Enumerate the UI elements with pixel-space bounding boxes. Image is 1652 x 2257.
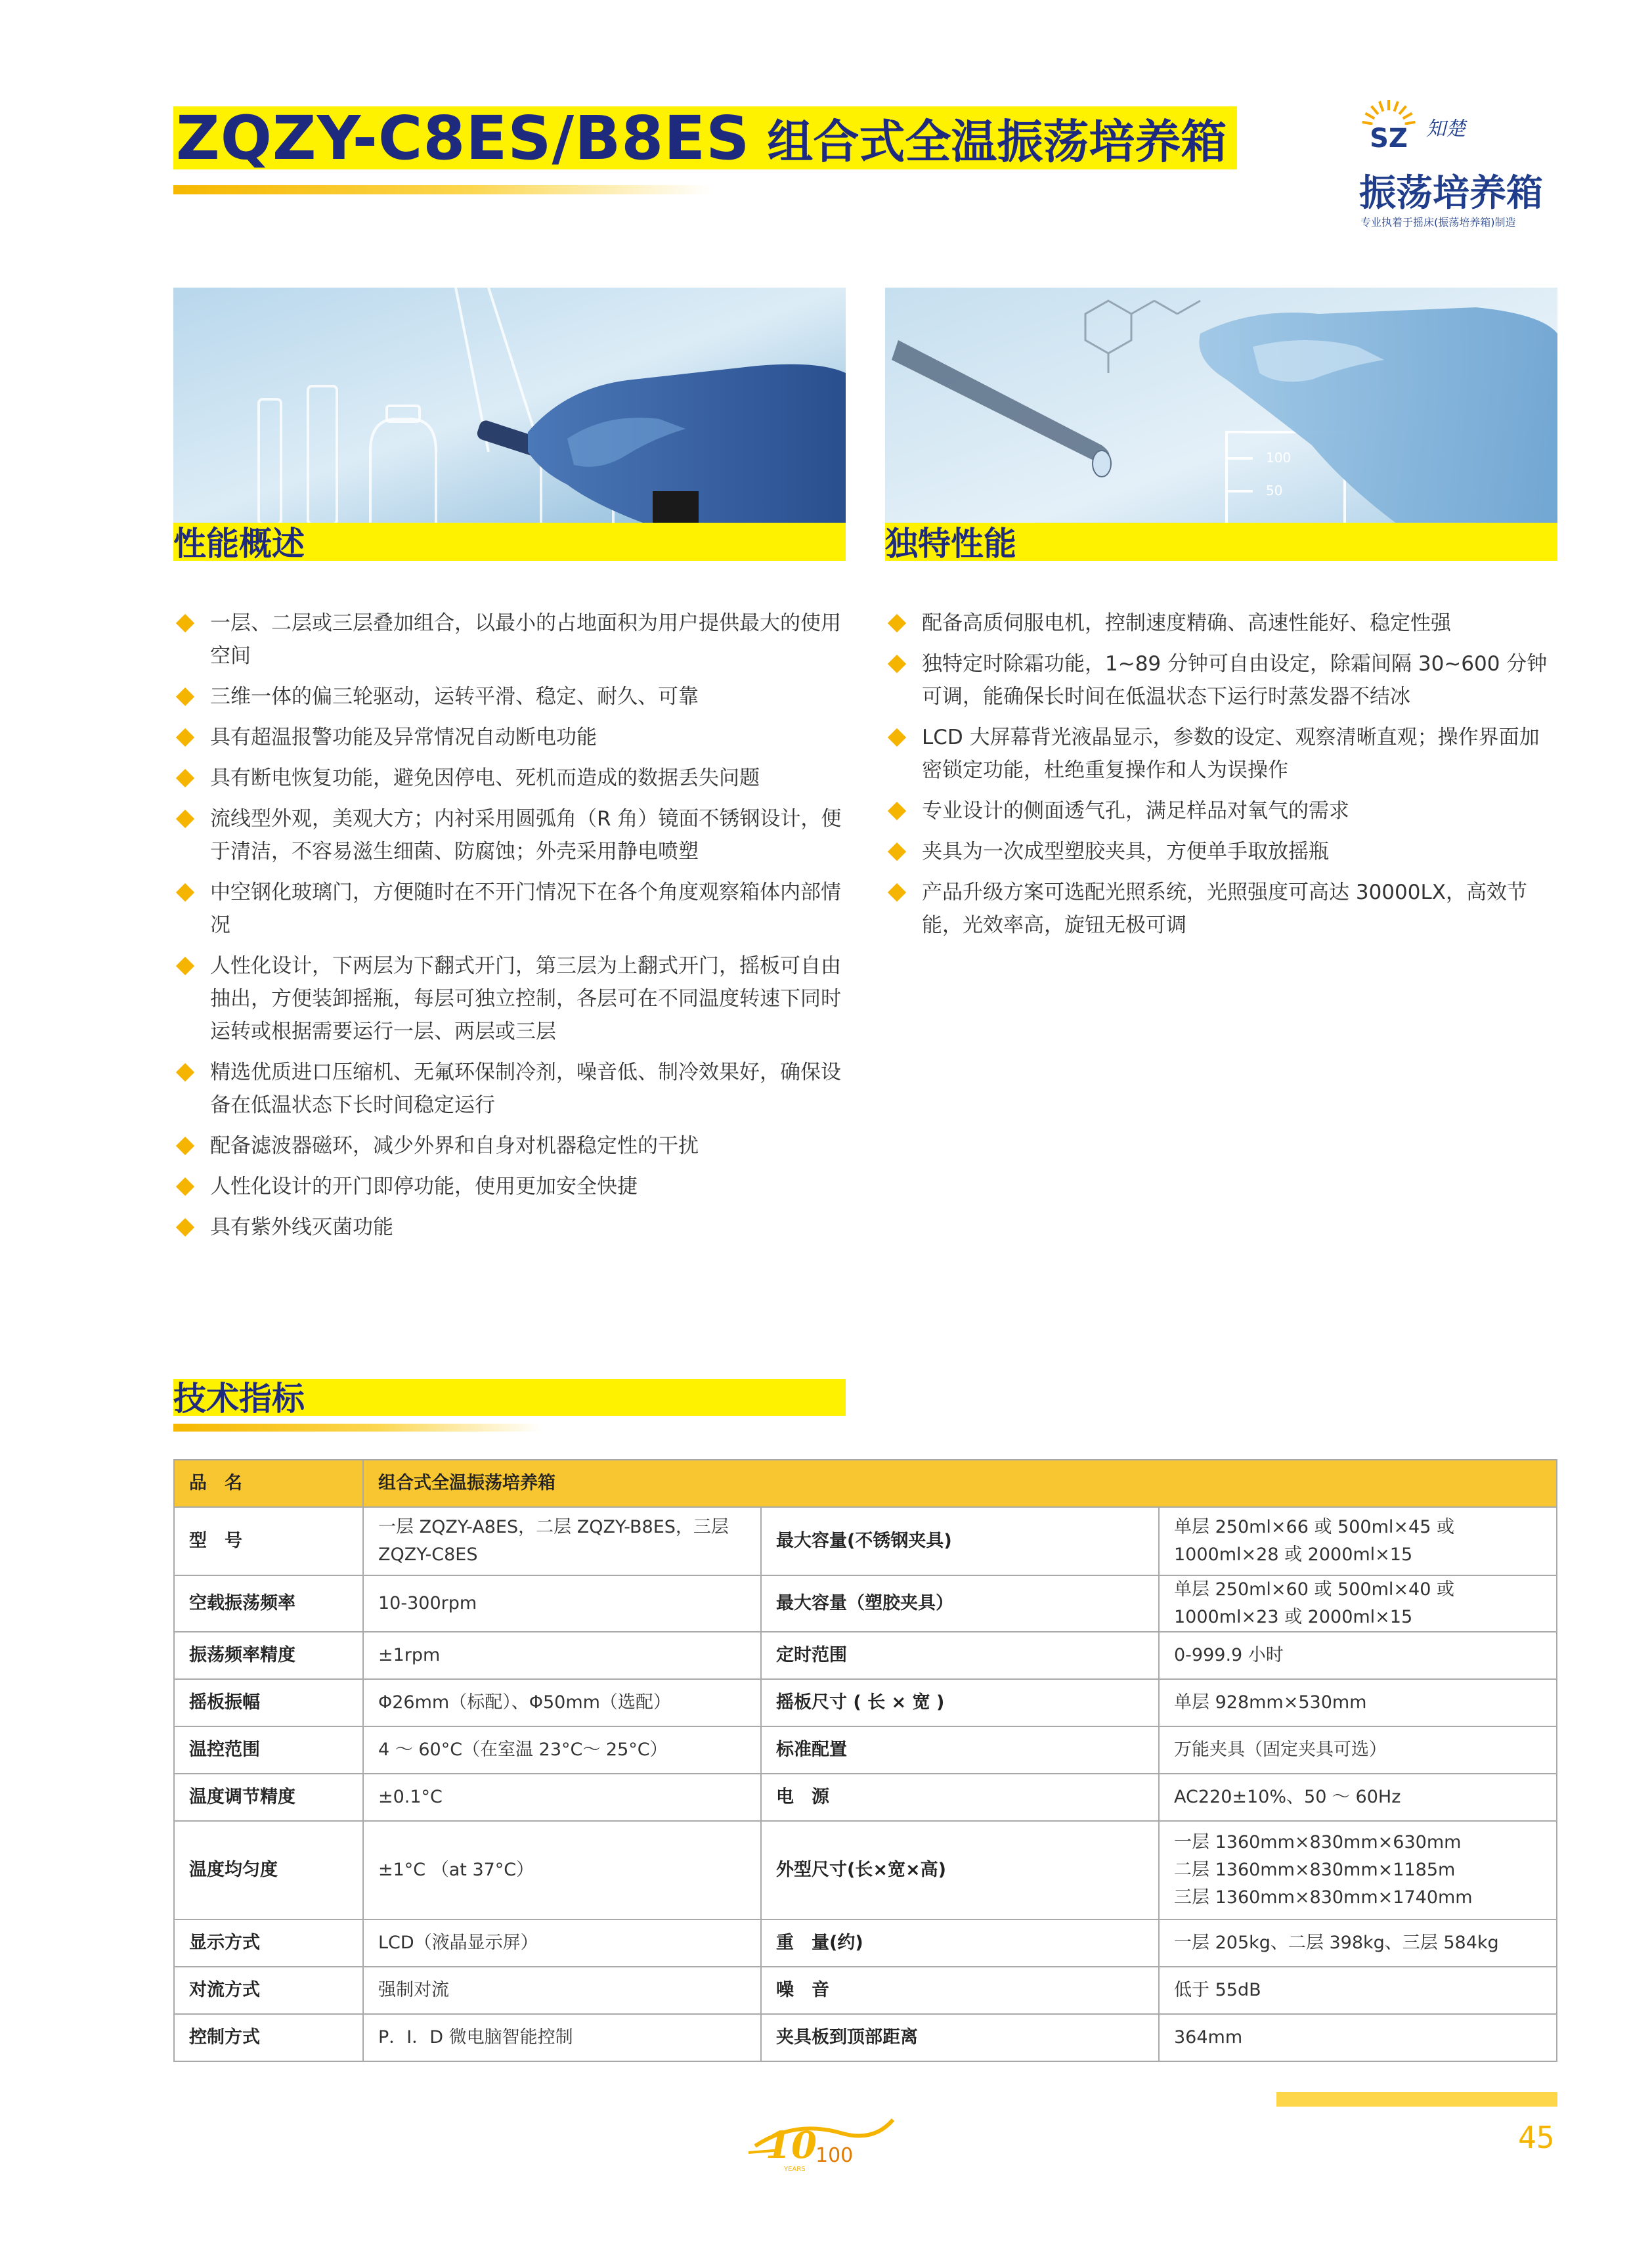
table-row xyxy=(174,1679,1557,1726)
spec-label: 空载振荡频率 xyxy=(174,1575,363,1632)
unique-title: 独特性能 xyxy=(885,525,1016,563)
spec-value: AC220±10%、50 ～ 60Hz xyxy=(1159,1774,1557,1821)
product-name: 组合式全温振荡培养箱 xyxy=(767,114,1227,169)
spec-value: 10-300rpm xyxy=(363,1575,761,1632)
list-item: LCD 大屏幕背光液晶显示，参数的设定、观察清晰直观；操作界面加密锁定功能，杜绝重复操作和人为误操作 xyxy=(885,721,1557,787)
lab-image-right xyxy=(885,288,1557,524)
spec-label: 重 量(约) xyxy=(761,1919,1159,1967)
beaker-mark-100: 100 xyxy=(1266,450,1292,466)
spec-label: 最大容量（塑胶夹具） xyxy=(761,1575,1159,1632)
footer-bar xyxy=(1276,2092,1557,2107)
list-item: 人性化设计，下两层为下翻式开门，第三层为上翻式开门，摇板可自由抽出，方便装卸摇瓶，每层可独立控制，各层可在不同温度转速下同时运转或根据需要运行一层、两层或三层 xyxy=(173,950,846,1048)
spec-table xyxy=(173,1459,1557,2062)
spec-label: 外型尺寸(长×宽×高) xyxy=(761,1821,1159,1919)
list-item: 专业设计的侧面透气孔，满足样品对氧气的需求 xyxy=(885,795,1557,827)
title-underline xyxy=(173,185,712,194)
list-item: 配备高质伺服电机，控制速度精确、高速性能好、稳定性强 xyxy=(885,607,1557,640)
list-item: 流线型外观，美观大方；内衬采用圆弧角（R 角）镜面不锈钢设计，便于清洁，不容易滋生细菌、防腐蚀；外壳采用静电喷塑 xyxy=(173,802,846,868)
brand-logo xyxy=(1354,99,1564,230)
table-row xyxy=(174,1726,1557,1774)
table-row xyxy=(174,1575,1557,1632)
spec-label: 型 号 xyxy=(174,1507,363,1575)
logo-tagline: 专业执着于摇床(振荡培养箱)制造 xyxy=(1360,216,1516,229)
list-item: 配备滤波器磁环，减少外界和自身对机器稳定性的干扰 xyxy=(173,1129,846,1162)
spec-label: 定时范围 xyxy=(761,1632,1159,1679)
list-item: 产品升级方案可选配光照系统，光照强度可高达 30000LX，高效节能，光效率高，旋钮无极可调 xyxy=(885,876,1557,942)
spec-value: 单层 250ml×66 或 500ml×45 或 1000ml×28 或 2000ml×15 xyxy=(1159,1507,1557,1575)
logo-mark-text: SZ xyxy=(1370,123,1408,154)
list-item: 中空钢化玻璃门，方便随时在不开门情况下在各个角度观察箱体内部情况 xyxy=(173,876,846,942)
spec-value: P．I．D 微电脑智能控制 xyxy=(363,2014,761,2061)
spec-label: 夹具板到顶部距离 xyxy=(761,2014,1159,2061)
list-item: 人性化设计的开门即停功能，使用更加安全快捷 xyxy=(173,1170,846,1203)
logo-script: 知楚 xyxy=(1426,118,1466,141)
spec-value: 单层 250ml×60 或 500ml×40 或 1000ml×23 或 2000ml×15 xyxy=(1159,1575,1557,1632)
spec-value: 4 ～ 60°C（在室温 23°C～ 25°C） xyxy=(363,1726,761,1774)
sun-logo-icon xyxy=(1360,99,1417,155)
dimension-line: 三层 1360mm×830mm×1740mm xyxy=(1174,1887,1473,1908)
table-row xyxy=(174,2014,1557,2061)
spec-label: 标准配置 xyxy=(761,1726,1159,1774)
list-item: 三维一体的偏三轮驱动，运转平滑、稳定、耐久、可靠 xyxy=(173,680,846,713)
spec-label: 振荡频率精度 xyxy=(174,1632,363,1679)
table-row xyxy=(174,1632,1557,1679)
tech-title: 技术指标 xyxy=(173,1380,305,1418)
spec-value: ±0.1°C xyxy=(363,1774,761,1821)
spec-value: ±1rpm xyxy=(363,1632,761,1679)
anniv-years-text: YEARS xyxy=(784,2166,806,2173)
table-row xyxy=(174,1919,1557,1967)
dimension-line: 二层 1360mm×830mm×1185m xyxy=(1174,1860,1456,1880)
unique-list xyxy=(885,607,1557,950)
header-label: 品 名 xyxy=(174,1460,363,1507)
spec-label: 电 源 xyxy=(761,1774,1159,1821)
list-item: 夹具为一次成型塑胶夹具，方便单手取放摇瓶 xyxy=(885,835,1557,868)
table-row xyxy=(174,1967,1557,2014)
list-item: 具有超温报警功能及异常情况自动断电功能 xyxy=(173,721,846,754)
spec-label: 摇板振幅 xyxy=(174,1679,363,1726)
overview-title: 性能概述 xyxy=(173,525,305,563)
header-value: 组合式全温振荡培养箱 xyxy=(363,1460,1557,1507)
spec-value: ±1°C （at 37°C） xyxy=(363,1821,761,1919)
spec-value: 低于 55dB xyxy=(1159,1967,1557,2014)
tech-underline xyxy=(173,1424,541,1432)
spec-value-multiline xyxy=(1159,1821,1557,1919)
spec-value: 一层 ZQZY-A8ES，二层 ZQZY-B8ES，三层 ZQZY-C8ES xyxy=(363,1507,761,1575)
beaker-mark-50: 50 xyxy=(1266,483,1283,498)
list-item: 一层、二层或三层叠加组合，以最小的占地面积为用户提供最大的使用空间 xyxy=(173,607,846,672)
table-header-row xyxy=(174,1460,1557,1507)
spec-label: 控制方式 xyxy=(174,2014,363,2061)
spec-value: Φ26mm（标配）、Φ50mm（选配） xyxy=(363,1679,761,1726)
spec-label: 温度调节精度 xyxy=(174,1774,363,1821)
spec-value: 单层 928mm×530mm xyxy=(1159,1679,1557,1726)
spec-value: 0-999.9 小时 xyxy=(1159,1632,1557,1679)
table-row xyxy=(174,1821,1557,1919)
spec-label: 对流方式 xyxy=(174,1967,363,2014)
spec-label: 显示方式 xyxy=(174,1919,363,1967)
table-row xyxy=(174,1774,1557,1821)
list-item: 精选优质进口压缩机、无氟环保制冷剂，噪音低、制冷效果好，确保设备在低温状态下长时间稳定运行 xyxy=(173,1056,846,1122)
lab-image-left xyxy=(173,288,846,524)
spec-label: 温控范围 xyxy=(174,1726,363,1774)
spec-label: 温度均匀度 xyxy=(174,1821,363,1919)
anniversary-logo xyxy=(742,2107,900,2179)
dimension-line: 一层 1360mm×830mm×630mm xyxy=(1174,1832,1462,1852)
spec-value: 强制对流 xyxy=(363,1967,761,2014)
logo-title: 振荡培养箱 xyxy=(1359,172,1543,215)
anniv-ten-text: 10 xyxy=(766,2124,817,2167)
list-item: 独特定时除霜功能，1~89 分钟可自由设定，除霜间隔 30~600 分钟可调，能确保长时间在低温状态下运行时蒸发器不结冰 xyxy=(885,647,1557,713)
spec-label: 摇板尺寸 ( 长 × 宽 ) xyxy=(761,1679,1159,1726)
overview-list xyxy=(173,607,846,1252)
table-row xyxy=(174,1507,1557,1575)
anniv-hundred-text: 100 xyxy=(815,2144,854,2167)
logo-mark-row xyxy=(1360,99,1466,155)
spec-value: 一层 205kg、二层 398kg、三层 584kg xyxy=(1159,1919,1557,1967)
page-title xyxy=(176,99,1227,177)
page-number: 45 xyxy=(1518,2120,1555,2155)
list-item: 具有断电恢复功能，避免因停电、死机而造成的数据丢失问题 xyxy=(173,762,846,795)
list-item: 具有紫外线灭菌功能 xyxy=(173,1211,846,1244)
spec-label: 最大容量(不锈钢夹具) xyxy=(761,1507,1159,1575)
spec-value: LCD（液晶显示屏） xyxy=(363,1919,761,1967)
product-model: ZQZY-C8ES/B8ES xyxy=(176,102,750,173)
spec-value: 364mm xyxy=(1159,2014,1557,2061)
spec-value: 万能夹具（固定夹具可选） xyxy=(1159,1726,1557,1774)
spec-label: 噪 音 xyxy=(761,1967,1159,2014)
